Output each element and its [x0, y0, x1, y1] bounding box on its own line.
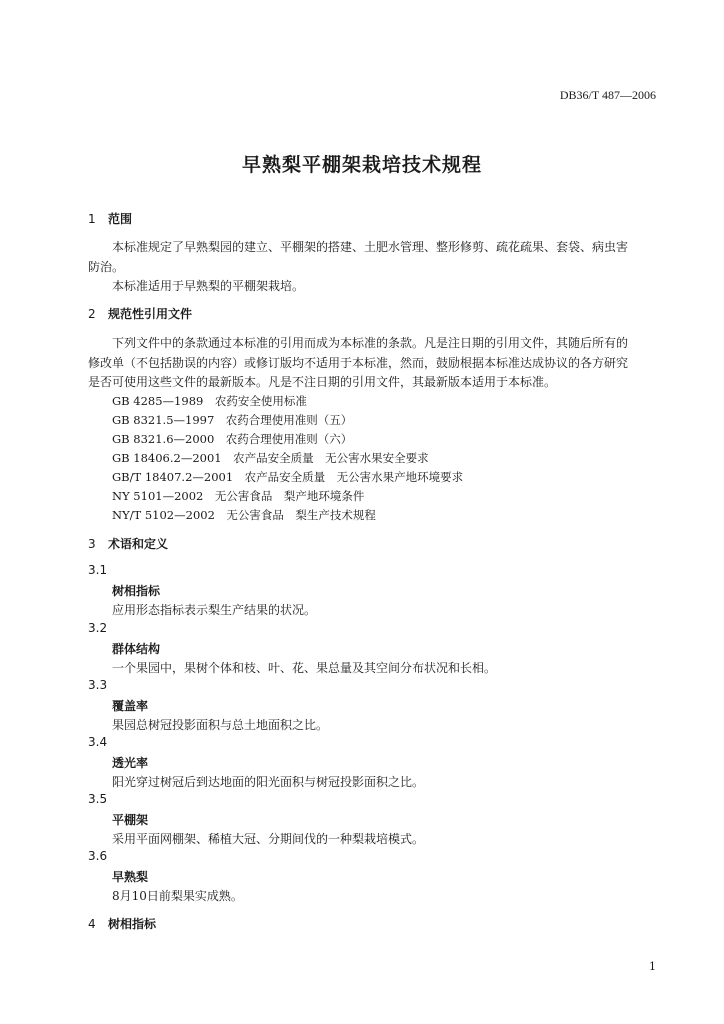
reference-item: GB/T 18407.2—2001 农产品安全质量 无公害水果产地环境要求 — [112, 470, 464, 484]
section-number: 1 — [88, 212, 96, 226]
reference-item: GB 4285—1989 农药安全使用标准 — [112, 394, 307, 408]
term-number: 3.2 — [88, 621, 108, 635]
term-number: 3.4 — [88, 735, 108, 749]
scope-applicability: 本标准适用于早熟梨的平棚架栽培。 — [112, 279, 305, 293]
term-number: 3.3 — [88, 678, 108, 692]
term-number: 3.5 — [88, 792, 108, 806]
section-title: 规范性引用文件 — [108, 307, 193, 321]
term-definition: 果园总树冠投影面积与总土地面积之比。 — [112, 718, 329, 732]
term-name: 透光率 — [112, 756, 149, 770]
normative-intro-line: 下列文件中的条款通过本标准的引用而成为本标准的条款。凡是注日期的引用文件，其随后所有的 — [112, 336, 629, 350]
reference-item: GB 8321.6—2000 农药合理使用准则（六） — [112, 432, 353, 446]
term-name: 平棚架 — [112, 813, 149, 827]
reference-item: NY 5101—2002 无公害食品 梨产地环境条件 — [112, 489, 365, 503]
page-title: 早熟梨平棚架栽培技术规程 — [241, 154, 482, 176]
term-definition: 采用平面网棚架、稀植大冠、分期间伐的一种梨栽培模式。 — [112, 832, 425, 846]
section-title: 范围 — [108, 212, 133, 226]
term-definition: 一个果园中，果树个体和枝、叶、花、果总量及其空间分布状况和长相。 — [112, 661, 497, 675]
reference-item: NY/T 5102—2002 无公害食品 梨生产技术规程 — [112, 508, 376, 522]
term-number: 3.6 — [88, 849, 108, 863]
page-number: 1 — [649, 960, 656, 973]
term-name: 覆盖率 — [112, 699, 149, 713]
term-definition: 应用形态指标表示梨生产结果的状况。 — [112, 603, 317, 617]
term-number: 3.1 — [88, 563, 108, 577]
section-number: 2 — [88, 307, 96, 321]
normative-intro-line: 修改单（不包括勘误的内容）或修订版均不适用于本标准，然而，鼓励根据本标准达成协议的各方研究 — [88, 356, 629, 370]
term-name: 早熟梨 — [112, 870, 149, 884]
term-definition: 阳光穿过树冠后到达地面的阳光面积与树冠投影面积之比。 — [112, 775, 425, 789]
section-heading-tree-index — [88, 915, 156, 932]
section-heading-normative — [88, 305, 192, 322]
term-name: 树相指标 — [112, 584, 161, 598]
scope-paragraph-line: 本标准规定了早熟梨园的建立、平棚架的搭建、土肥水管理、整形修剪、疏花疏果、套袋、病虫害 — [112, 240, 629, 254]
term-definition: 8月10日前梨果实成熟。 — [112, 889, 243, 903]
normative-intro-line: 是否可使用这些文件的最新版本。凡是不注日期的引用文件，其最新版本适用于本标准。 — [88, 375, 557, 389]
section-title: 树相指标 — [108, 917, 157, 931]
section-title: 术语和定义 — [108, 537, 169, 551]
section-heading-scope — [88, 210, 132, 227]
section-number: 3 — [88, 537, 96, 551]
scope-paragraph-line: 防治。 — [88, 260, 125, 274]
reference-item: GB 8321.5—1997 农药合理使用准则（五） — [112, 413, 353, 427]
term-name: 群体结构 — [112, 642, 161, 656]
document-code: DB36/T 487—2006 — [559, 88, 656, 102]
section-heading-terms — [88, 535, 168, 552]
section-number: 4 — [88, 917, 96, 931]
reference-item: GB 18406.2—2001 农产品安全质量 无公害水果安全要求 — [112, 451, 429, 465]
